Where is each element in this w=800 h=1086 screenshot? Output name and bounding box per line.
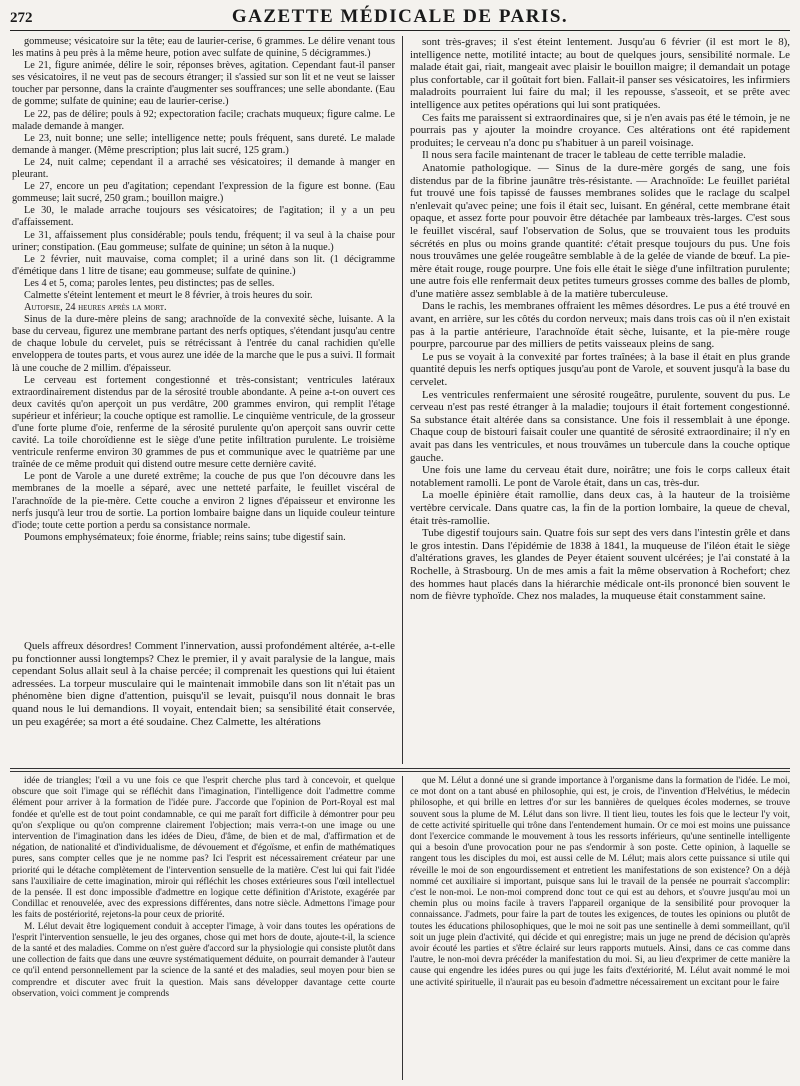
paragraph: Le 22, pas de délire; pouls à 92; expectoration facile; crachats muqueux; figure calme. Le malade demande à manger.	[12, 108, 395, 132]
paragraph: Le 21, figure animée, délire le soir, réponses brèves, agitation. Cependant faut-il panser ses vésicatoires, il ne veut pas de secours étranger; il s'assied sur son lit et ne veut se laisser toucher par personne, dans la crainte d'augmenter ses souffrances; une selle abondante. (Eau de gomme; sulfate de quinine; eau de laurier-cerise.)	[12, 60, 395, 108]
paragraph: Le 30, le malade arrache toujours ses vésicatoires; de l'agitation; il y a un peu d'affaissement.	[12, 205, 395, 229]
paragraph: Le 27, encore un peu d'agitation; cependant l'expression de la figure est bonne. (Eau gommeuse; lait sucré, 250 gram.; bouillon maigre.)	[12, 181, 395, 205]
paragraph: Le pont de Varole a une dureté extrême; la couche de pus que l'on découvre dans les membranes de la moelle a séparé, avec une netteté parfaite, le feuillet viscéral de l'arachnoïde de la pie-mère. Cette couche a environ 2 lignes d'épaisseur et environne les nerfs jusqu'à leur trou de sortie. La portion lombaire baigne dans un liquide couleur teinture d'iode; toute cette portion a perdu sa consistance normale.	[12, 471, 395, 531]
paragraph: La moelle épinière était ramollie, dans deux cas, à la hauteur de la troisième vertèbre cervicale. Dans quatre cas, la fin de la portion lombaire, la queue de cheval, était très-ramollie.	[410, 489, 790, 527]
anatomy-section: Anatomie pathologique. — Sinus de la dure-mère gorgés de sang, une fois distendus par de la fibrine jaunâtre très-résistante. — Arachnoïde: Le feuillet pariétal fut trouvé une fois tapissé de fausses membranes solides que le raclage du scalpel n'enlevait qu'avec peine; une fois il était sec, luisant. En général, cette membrane était opaque, et assez forte pour pouvoir être détachée par lambeaux très-larges. C'est sous le feuillet viscéral, sauf l'observation de Solus, que se trouvaient tous les produits sécrétés en plus ou moins grande quantité: c'était presque toujours du pus. Une fois nous trouvâmes une gelée rougeâtre semblable à de la gelée de viande de bœuf. La pie-mère était rouge, rouge pourpre. Une fois elle était le siège d'une infiltration purulente; une autre fois elle renfermait deux petites tumeurs grosses comme des balles de plomb, d'une matière assez semblable à de la matière tuberculeuse.	[410, 161, 790, 300]
paragraph: Le 31, affaissement plus considérable; pouls tendu, fréquent; il va seul à la chaise pour uriner; constipation. (Eau gommeuse; sulfate de quinine; un séton à la nuque.)	[12, 229, 395, 253]
paragraph: Le 2 février, nuit mauvaise, coma complet; il a uriné dans son lit. (1 décigramme d'émétique dans 1 litre de tisane; eau gommeuse; sulfate de quinine.)	[12, 253, 395, 277]
paragraph: Le 23, nuit bonne; une selle; intelligence nette; pouls fréquent, sans dureté. Le malade demande à manger. (Même prescription; plus lait sucré, 125 gram.)	[12, 132, 395, 156]
paragraph: Calmette s'éteint lentement et meurt le 8 février, à trois heures du soir.	[24, 289, 313, 301]
paragraph: Sinus de la dure-mère pleins de sang; arachnoïde de la convexité sèche, luisante. A la base du cerveau, figurez une membrane partant des nerfs optiques, s'étendant jusqu'au centre de chaque lobule du cervelet, puis se rétrécissant à l'entrée du canal rachidien qu'elle enveloppera de toutes parts, et vous aurez une idée de la marche que le pus a suivi. Il formait là une couche de 2 millim. d'épaisseur.	[12, 314, 395, 374]
paragraph: Ces faits me paraissent si extraordinaires que, si je n'en avais pas été le témoin, je ne pourrais pas y ajouter la moindre croyance. Ces altérations ont été rapidement produites; le cerveau n'a donc pu s'habituer à un pareil voisinage.	[410, 111, 790, 149]
paragraph: Les ventricules renfermaient une sérosité rougeâtre, purulente, souvent du pus. Le cerveau n'est pas resté étranger à la maladie; toujours il était fortement congestionné. Sa substance était altérée dans sa consistance. Une fois il ressemblait à une éponge. Chaque coup de bistouri faisait couler une quantité de sérosité extraordinaire; il n'y en avait pas dans les ventricules, et nous trouvâmes un tubercule dans la couche optique gauche.	[410, 388, 790, 464]
paragraph: idée de triangles; l'œil a vu une fois ce que l'esprit cherche plus tard à concevoir, et quelque obscure que soit l'image qui se réfléchit dans l'imagination, l'intelligence doit l'admettre comme élément pour arriver à la formation de l'idée pure. J'accorde que l'opinion de Port-Royal est mal fondée et qu'elle est de tout point condamnable, ce qui me paraît fort difficile à démontrer pour peu qu'on s'explique ou qu'on comprenne clairement l'objection; mais verra-t-on une image ou une intervention de l'imagination dans les idées de Dieu, d'âme, de bien et de mal, d'affirmation et de négation, de nationalité et d'individualisme, de dévouement et d'égoïsme, et enfin de mathématiques pures, sans compter celles que je ne nomme pas? Ici l'esprit est nécessairement créateur par une priorité qui le détache complètement de l'intervention sensuelle de la matière. C'est lui qui fait l'idée sans l'auxiliaire de cette imagination, miroir qui réfléchit les choses extérieures sous l'œil intellectuel de la pensée. Il est donc impossible d'admettre en logique cette définition d'Aristote, exagérée par Condillac et renouvelée, avec des expressions différentes, dans notre siècle. Admettons l'image pour les faits de postériorité, rejetons-la pour ceux de priorité.	[12, 776, 395, 921]
paragraph: que M. Lélut a donné une si grande importance à l'organisme dans la formation de l'idée. Le moi, ce mot dont on a tant abusé en philosophie, qui est, je crois, de l'invention d'Helvétius, le médecin philosophe, et qui brille en lettres d'or sur les bannières de quelques écoles modernes, se trouve souvent sous la plume de M. Lélut dans son livre. Il tient lieu, toutes les fois que le lecteur l'y voit, de cette activité spirituelle qui trône dans l'entendement humain. Or ce moi est moins une puissance dont l'exercice commande le mouvement à tous les ressorts inférieurs, qu'une sentinelle intelligente qui a besoin d'une provocation pour ne pas s'endormir à son poste. Cette opinion, à laquelle se rangent tous les disciples du moi, est aussi celle de M. Lélut; mais alors cette puissance si utile qui réveille le moi de son engourdissement et entretient les manifestations de son existence? On a déjà nommé cet auxiliaire si important, puisque sans lui le travail de la pensée ne pourrait s'accomplir: c'est le non-moi. Le non-moi comprend donc tout ce qui est au dehors, et s'ouvre jusqu'au moi un chemin plus ou moins facile à travers l'appareil organique de la sensibilité pour provoquer la connaissance. J'admets, pour faire la part de toutes les exigences, de toutes les opinions ou plutôt de toutes les éducations philosophiques, que le moi ne soit pas une sentinelle à demi sommeillant, qu'il soit un juge plein d'activité, qui décide et qui enregistre; mais un juge ne prend de décision qu'après avoir écouté les parties et s'être éclairé sur leurs rapports mutuels. Ainsi, dans ce cas comme dans l'autre, le non-moi devra précéder la manifestation du moi. Si, au lieu d'exprimer de cette manière la cause qui engendre les idées pures ou qui juge les faits d'extériorité, M. Lélut avait nommé le moi une activité spirituelle, il n'aurait pas eu besoin d'admettre nécessairement un excitant pour le faire	[410, 776, 790, 988]
page-header	[10, 6, 790, 31]
paragraph: Poumons emphysémateux; foie énorme, friable; reins sains; tube digestif sain.	[24, 531, 346, 543]
paragraph: Le 24, nuit calme; cependant il a arraché ses vésicatoires; il demande à manger en pleurant.	[12, 156, 395, 181]
autopsy-heading: Autopsie, 24 heures après la mort.	[24, 302, 167, 314]
journal-title: GAZETTE MÉDICALE DE PARIS.	[231, 6, 569, 27]
paragraph: Il nous sera facile maintenant de tracer le tableau de cette terrible maladie.	[422, 149, 746, 162]
paragraph: Le cerveau est fortement congestionné et très-consistant; ventricules latéraux extraordinairement distendus par de la sérosité trouble abondante. A peine a-t-on ouvert ces deux cavités qu'on aperçoit un pus verdâtre, 200 grammes environ, qui remplit l'étage supérieur et inférieur; la couche optique est ramollie. Le cinquième ventricule, de la grosseur d'une forte plume d'oie, renferme de la sérosité purulente qu'on aperçoit sans ouvrir cette cavité. La toile choroïdienne est le siège d'une petite infiltration purulente. Le troisième ventricule renferme environ 30 grammes de pus et communique avec le quatrième par une traînée de ce même produit qui distend outre mesure cette dernière cavité.	[12, 374, 395, 471]
paragraph: Une fois une lame du cerveau était dure, noirâtre; une fois le corps calleux était notablement ramolli. Le pont de Varole était, dans un cas, très-dur.	[410, 464, 790, 489]
paragraph: gommeuse; vésicatoire sur la tête; eau de laurier-cerise, 6 grammes. Le délire venant tous les matins à peu près à la même heure, potion avec sulfate de quinine, 5 décigrammes.)	[12, 36, 395, 60]
column-1-case-notes	[12, 36, 395, 543]
column-3-philosophy	[12, 776, 395, 1080]
section-divider	[10, 768, 790, 772]
column-1-discussion	[12, 640, 395, 764]
column-divider	[402, 776, 403, 1080]
column-4-philosophy	[410, 776, 790, 1080]
paragraph: sont très-graves; il s'est éteint lentement. Jusqu'au 6 février (il est mort le 8), intelligence nette, motilité intacte; au bout de quelques jours, sensibilité normale. Le malade était gai, riait, mangeait avec plaisir le bouillon maigre; il demandait un potage plus confortable, car il goûtait fort bien. Fallait-il panser ses vésicatoires, les infirmiers maladroits pourraient lui faire du mal; il les repousse, s'asseoit, et se prête avec intelligence aux petites opérations qui lui sont pratiquées.	[410, 36, 790, 111]
column-divider	[402, 36, 403, 764]
paragraph: Les 4 et 5, coma; paroles lentes, peu distinctes; pas de selles.	[24, 277, 275, 289]
paragraph: Dans le rachis, les membranes offraient les mêmes désordres. Le pus a été trouvé en avant, en arrière, sur les côtés du cordon nerveux; mais dans trois cas où il n'en existait pas à la partie antérieure, l'arachnoïde était sèche, luisante, et la pie-mère rouge pourpre, parcourue par des milliers de petits vaisseaux pleins de sang.	[410, 300, 790, 351]
page-number: 272	[10, 10, 33, 26]
paragraph: Le pus se voyait à la convexité par fortes traînées; à la base il était en plus grande quantité depuis les nerfs optiques jusqu'au pont de Varole, et souvent jusqu'à la base du cervelet.	[410, 350, 790, 389]
paragraph: M. Lélut devait être logiquement conduit à accepter l'image, à voir dans toutes les opérations de l'esprit l'intervention sensuelle, le jeu des organes, chose qui met hors de doute, ajoute-t-il, la science de la santé et des maladies. Comme on n'est guère d'accord sur la physiologie qui consiste plutôt dans une collection de faits que dans une œuvre systématiquement déduite, on pourrait demander à l'auteur ce qu'il entend personnellement par la science de la santé et des maladies, seul moyen pour bien se comprendre et discuter avec fruit la question. Mais sans développer davantage cette courte observation, voici comment je comprends	[12, 921, 395, 999]
paragraph: Quels affreux désordres! Comment l'innervation, aussi profondément altérée, a-t-elle pu fonctionner aussi longtemps? Chez le premier, il y avait paralysie de la langue, mais cependant Solus allait seul à la chaise percée; il comprenait les questions qui lui étaient adressées. La torpeur musculaire qui le maintenait immobile dans son lit n'était pas un phénomène bien digne d'attention, puisqu'il se levait, puisqu'il nous donnait le bras quand nous le lui demandions. Il voyait, entendait bien; sa sensibilité était conservée, un peu exagérée; sa mort a été soudaine. Chez Calmette, les altérations	[12, 640, 395, 728]
paragraph: Tube digestif toujours sain. Quatre fois sur sept des vers dans l'intestin grêle et dans le gros intestin. Dans l'épidémie de 1838 à 1841, la muqueuse de l'iléon était le siège d'altérations graves, les glandes de Peyer étaient souvent ulcérées; je l'ai constaté à la Rochelle, à Strasbourg. Un de mes amis a fait la même observation à Rochefort; chez des hommes haut placés dans la hiérarchie médicale ont-ils prononcé bien souvent le nom de fièvre typhoïde. Chez nos malades, la muqueuse était constamment saine.	[410, 527, 790, 603]
column-2-pathology	[410, 36, 790, 764]
